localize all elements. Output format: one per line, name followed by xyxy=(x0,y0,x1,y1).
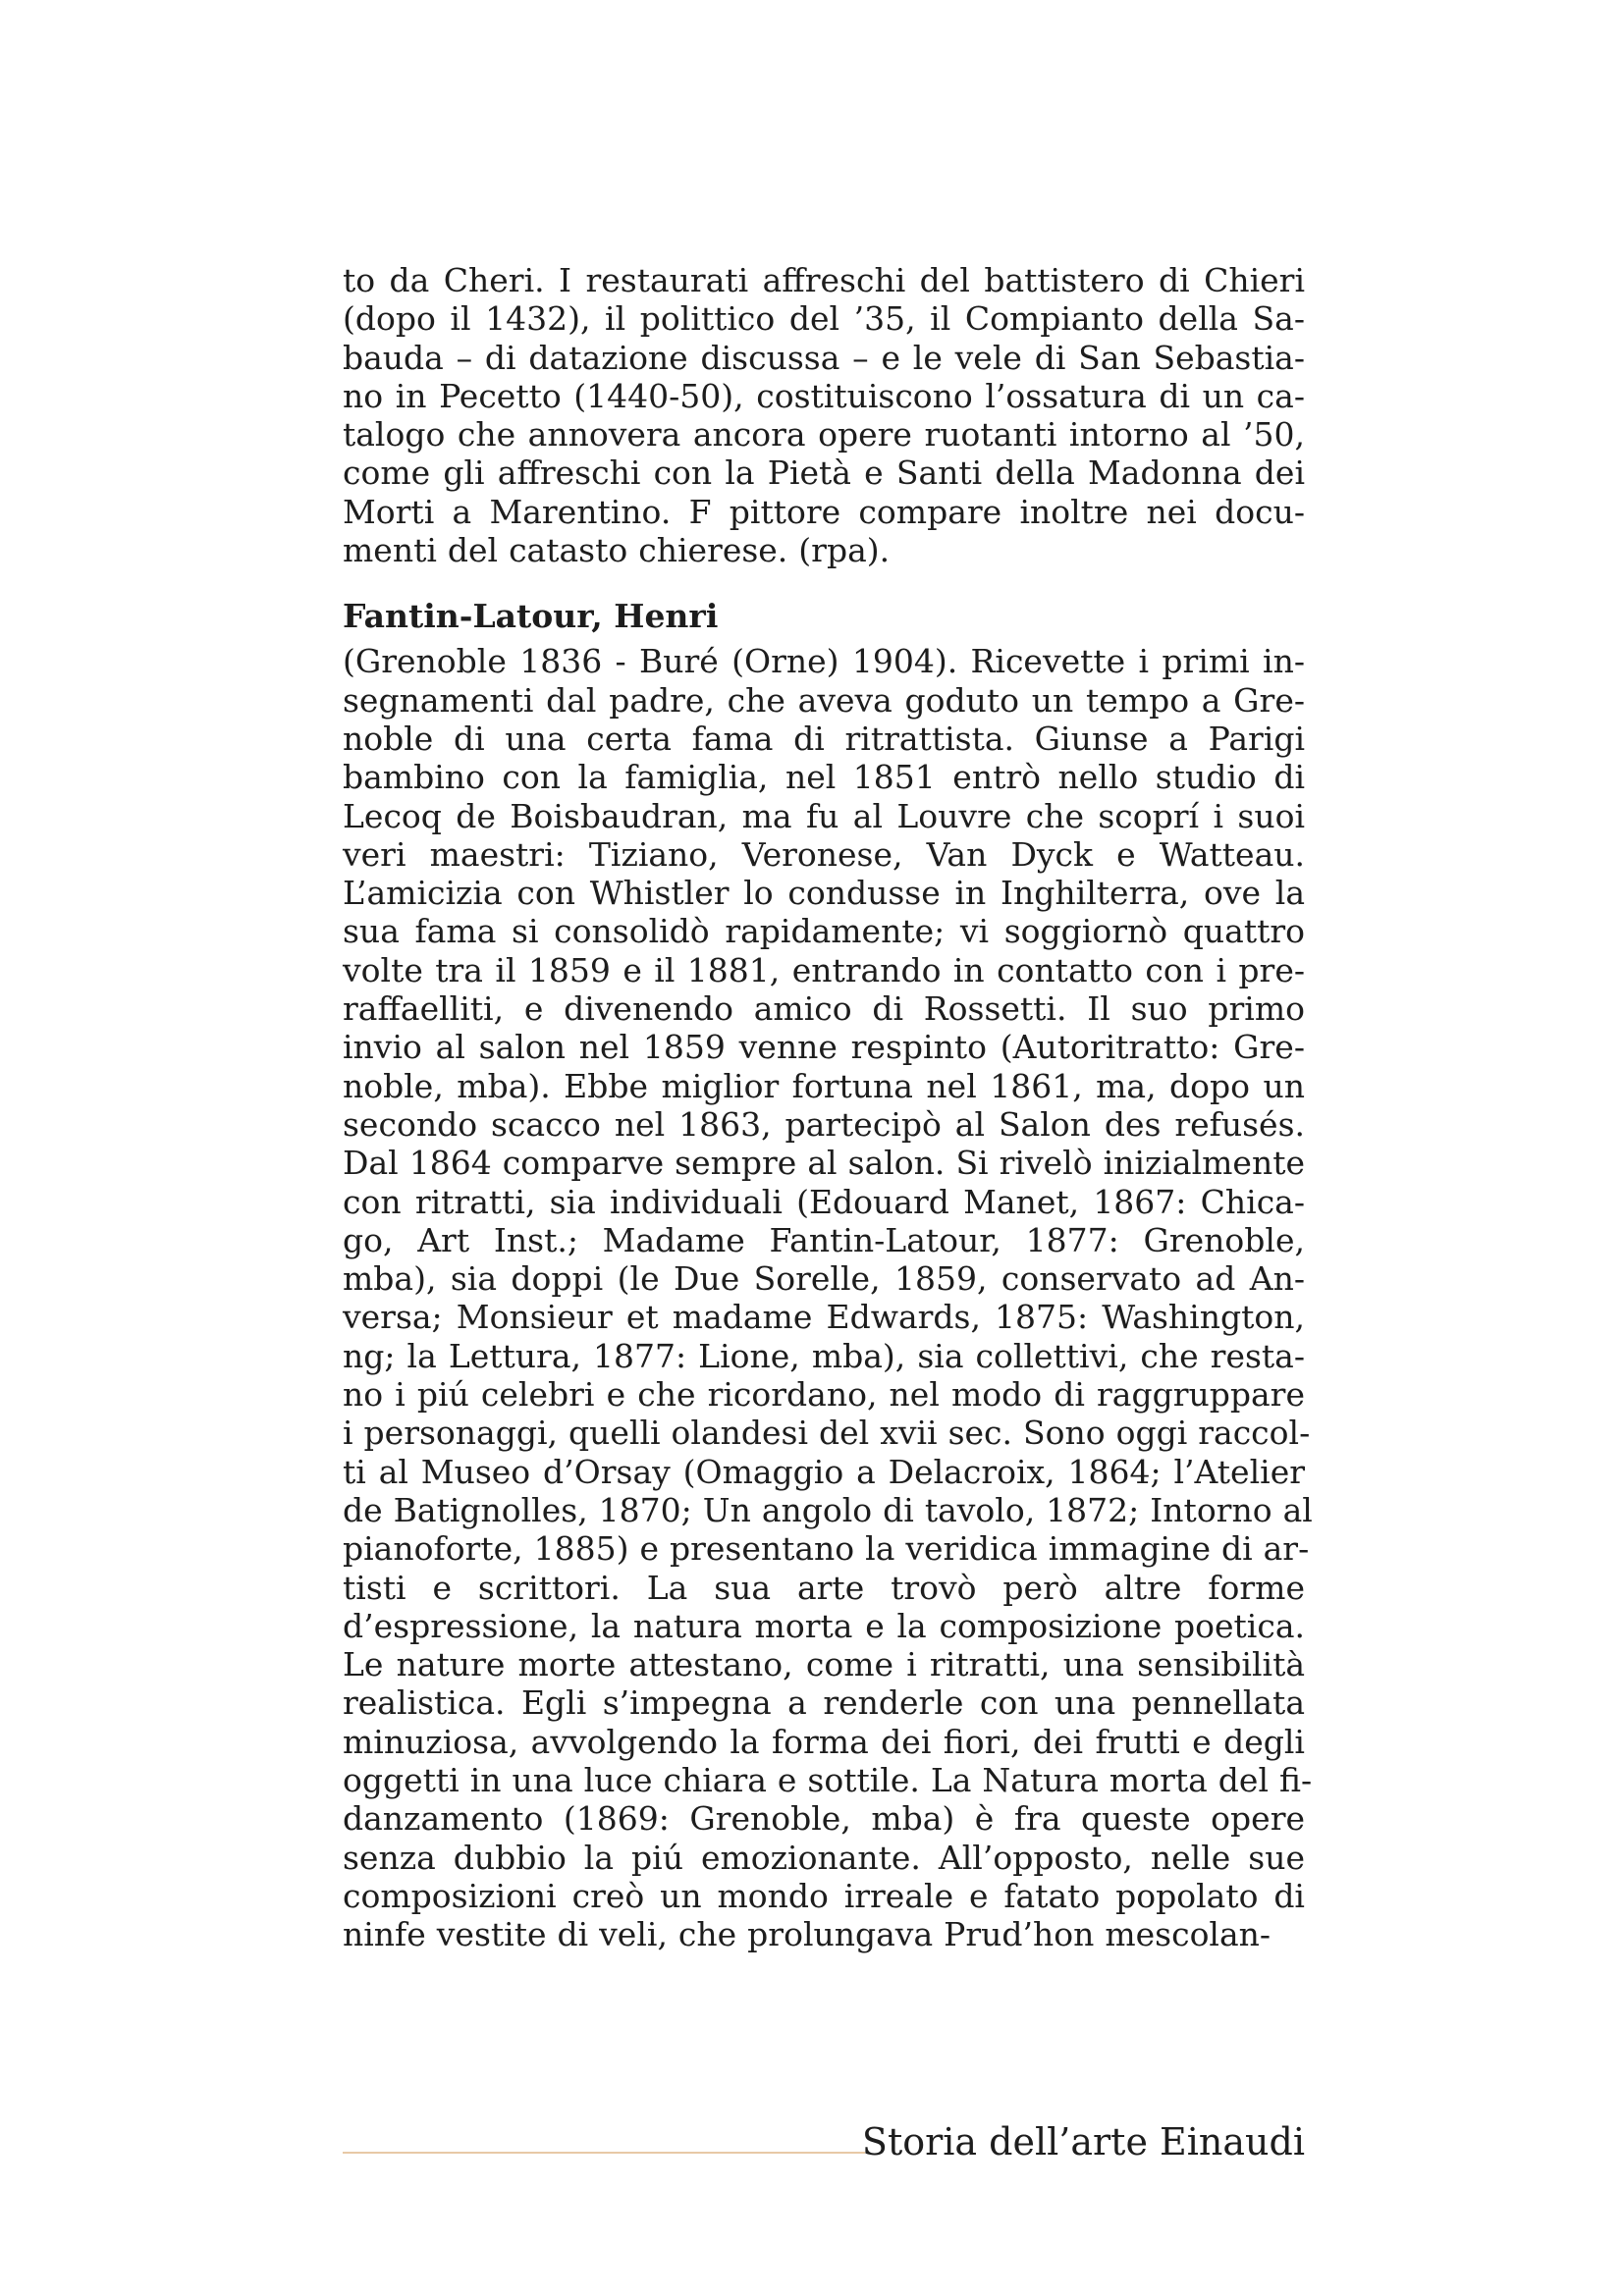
text-line: danzamento (1869: Grenoble, mba) è fra queste opere xyxy=(343,1799,1305,1839)
footer-rule xyxy=(343,2152,865,2154)
text-line: volte tra il 1859 e il 1881, entrando in contatto con i pre- xyxy=(343,950,1305,989)
text-line: menti del catasto chierese. (rpa). xyxy=(343,531,891,570)
text-line: i personaggi, quelli olandesi del xvii sec. Sono oggi raccol- xyxy=(343,1414,1311,1453)
text-line: pianoforte, 1885) e presentano la veridica immagine di ar- xyxy=(343,1529,1310,1569)
text-line: segnamenti dal padre, che aveva goduto un tempo a Gre- xyxy=(343,680,1305,720)
page-body xyxy=(343,261,1313,1954)
text-line: go, Art Inst.; Madame Fantin-Latour, 1877: Grenoble, xyxy=(343,1220,1305,1259)
text-line: secondo scacco nel 1863, partecipò al Salon des refusés. xyxy=(343,1104,1305,1144)
entry-heading: Fantin-Latour, Henri xyxy=(343,597,719,636)
text-line: (Grenoble 1836 - Buré (Orne) 1904). Ricevette i primi in- xyxy=(343,642,1305,681)
text-line: mba), sia doppi (le Due Sorelle, 1859, conservato ad An- xyxy=(343,1259,1305,1299)
text-line: ti al Museo d’Orsay (Omaggio a Delacroix, 1864; l’Atelier xyxy=(343,1452,1305,1491)
intro-paragraph xyxy=(343,261,1305,569)
text-line: ng; la Lettura, 1877: Lione, mba), sia collettivi, che resta- xyxy=(343,1336,1305,1375)
text-line: no in Pecetto (1440-50), costituiscono l’ossatura di un ca- xyxy=(343,376,1305,415)
text-line: veri maestri: Tiziano, Veronese, Van Dyck e Watteau. xyxy=(343,834,1305,874)
text-line: L’amicizia con Whistler lo condusse in Inghilterra, ove la xyxy=(343,874,1305,913)
text-line: Le nature morte attestano, come i ritratti, una sensibilità xyxy=(343,1645,1305,1684)
text-line: to da Cheri. I restaurati affreschi del battistero di Chieri xyxy=(343,261,1305,299)
text-line: composizioni creò un mondo irreale e fatato popolato di xyxy=(343,1876,1305,1915)
text-line: sua fama si consolidò rapidamente; vi soggiornò quattro xyxy=(343,912,1305,951)
text-line: tisti e scrittori. La sua arte trovò però altre forme xyxy=(343,1568,1305,1607)
text-line: oggetti in una luce chiara e sottile. La Natura morta del fi- xyxy=(343,1760,1313,1799)
text-line: realistica. Egli s’impegna a renderle con una pennellata xyxy=(343,1683,1305,1723)
text-line: con ritratti, sia individuali (Edouard Manet, 1867: Chica- xyxy=(343,1182,1305,1221)
entry-paragraph xyxy=(343,642,1313,1954)
text-line: noble, mba). Ebbe miglior fortuna nel 1861, ma, dopo un xyxy=(343,1066,1305,1105)
text-line: come gli affreschi con la Pietà e Santi della Madonna dei xyxy=(343,454,1305,493)
text-line: bambino con la famiglia, nel 1851 entrò nello studio di xyxy=(343,758,1305,797)
text-line: no i piú celebri e che ricordano, nel modo di raggruppare xyxy=(343,1375,1305,1415)
text-line: raffaelliti, e divenendo amico di Rossetti. Il suo primo xyxy=(343,989,1305,1029)
text-line: (dopo il 1432), il polittico del ’35, il Compianto della Sa- xyxy=(343,299,1305,339)
text-line: de Batignolles, 1870; Un angolo di tavolo, 1872; Intorno al xyxy=(343,1490,1313,1529)
text-line: senza dubbio la piú emozionante. All’opposto, nelle sue xyxy=(343,1838,1305,1877)
text-line: noble di una certa fama di ritrattista. Giunse a Parigi xyxy=(343,719,1305,758)
text-line: Lecoq de Boisbaudran, ma fu al Louvre che scoprí i suoi xyxy=(343,796,1305,835)
text-line: bauda – di datazione discussa – e le vele di San Sebastia- xyxy=(343,338,1305,377)
text-line: Morti a Marentino. F pittore compare inoltre nei docu- xyxy=(343,492,1305,531)
text-line: minuziosa, avvolgendo la forma dei fiori, dei frutti e degli xyxy=(343,1722,1305,1761)
text-line: invio al salon nel 1859 venne respinto (Autoritratto: Gre- xyxy=(343,1028,1305,1067)
text-line: versa; Monsieur et madame Edwards, 1875: Washington, xyxy=(343,1298,1305,1337)
text-line: Dal 1864 comparve sempre al salon. Si rivelò inizialmente xyxy=(343,1144,1305,1183)
footer-title: Storia dell’arte Einaudi xyxy=(861,2120,1305,2163)
text-line: ninfe vestite di veli, che prolungava Prud’hon mescolan- xyxy=(343,1915,1271,1954)
text-line: talogo che annovera ancora opere ruotanti intorno al ’50, xyxy=(343,415,1305,454)
text-line: d’espressione, la natura morta e la composizione poetica. xyxy=(343,1606,1305,1645)
page-footer xyxy=(343,2120,1305,2179)
